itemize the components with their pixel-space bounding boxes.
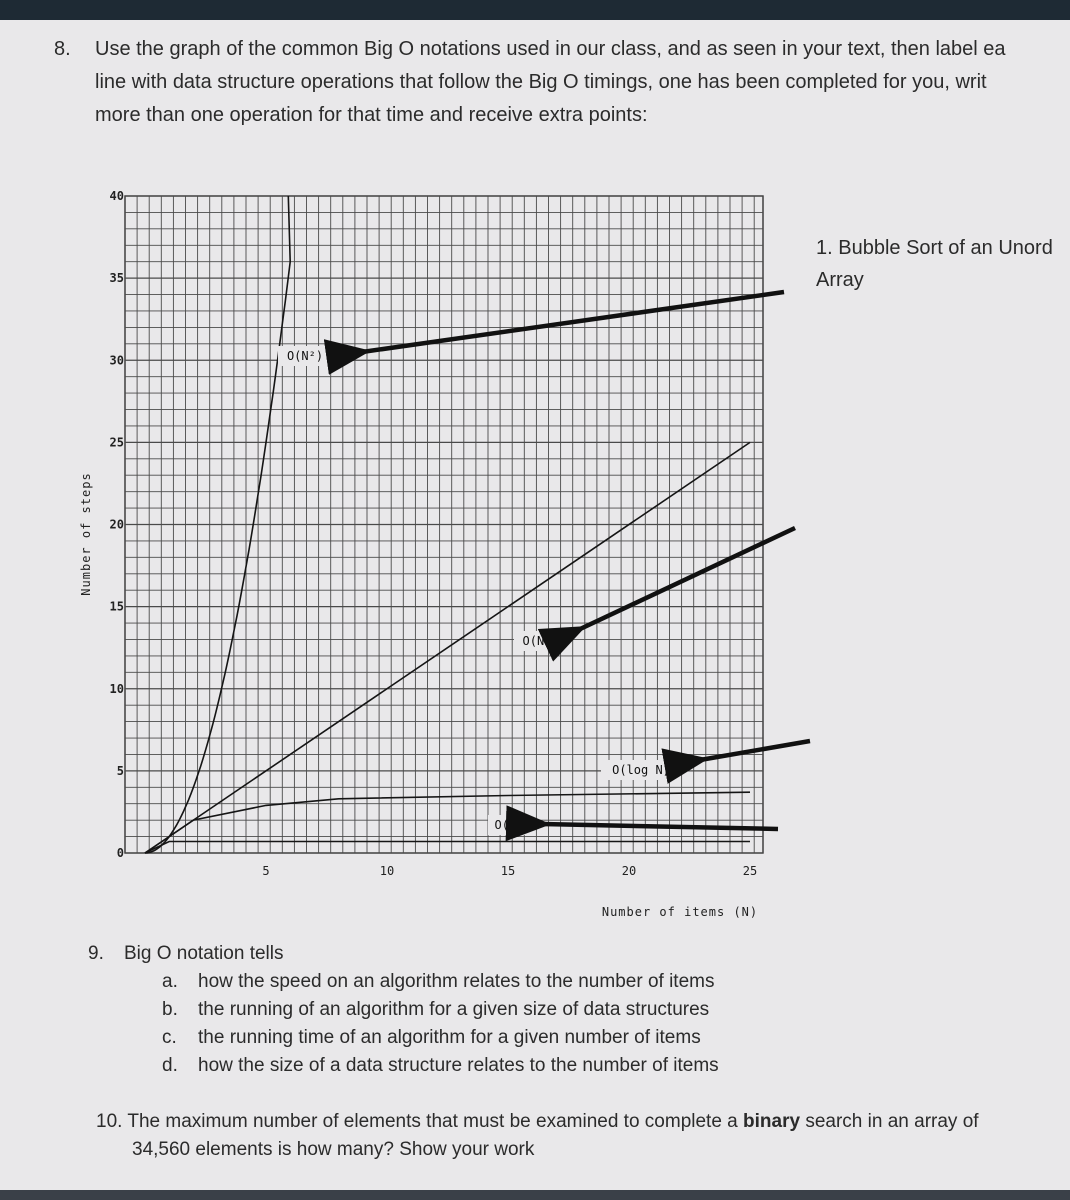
bottom-bezel [0,1190,1070,1200]
answer-label-line-1: 1. Bubble Sort of an Unord [816,237,1053,259]
chart-arrows [362,292,810,829]
option-letter: b. [162,999,178,1020]
y-tick-label: 5 [116,763,124,778]
series-line [145,842,750,854]
option-text: how the speed on an algorithm relates to the number of items [198,971,715,992]
y-tick-label: 25 [109,435,124,450]
question-10-bold-word: binary [743,1111,801,1132]
question-9-number: 9. [88,943,104,964]
series-label: O(N²) [286,349,324,363]
y-tick-label: 35 [109,271,124,286]
question-8-line-1: Use the graph of the common Big O notations used in our class, and as seen in your text, then label ea [95,38,1006,60]
option-letter: a. [162,971,178,992]
question-10-line-1 [96,1108,979,1136]
x-tick-label: 10 [379,864,395,878]
y-tick-label: 20 [109,517,124,532]
chart-grid [125,196,763,853]
question-10 [96,1108,979,1164]
question-10-text-a: 10. The maximum number of elements that must be examined to complete a [96,1111,744,1132]
y-tick-label: 40 [109,189,124,203]
series-line [145,442,750,853]
option-text: how the size of a data structure relates to the number of items [198,1055,719,1076]
x-tick-label: 15 [500,864,516,878]
series-line [145,792,750,853]
annotation-arrow [700,741,810,760]
annotation-arrow [542,824,778,829]
option-letter: c. [162,1027,177,1048]
series-label: O(log N) [612,763,670,777]
y-tick-label: 10 [109,681,124,696]
x-tick-label: 20 [621,864,637,878]
chart-y-axis-label: Number of steps [79,472,93,596]
question-10-text-b: search in an array of [800,1111,979,1132]
option-text: the running of an algorithm for a given size of data structures [198,999,710,1020]
answer-label-line-2: Array [816,269,864,291]
question-9-option-d [162,1052,719,1080]
y-tick-label: 15 [109,599,124,614]
question-9-option-a [162,968,714,996]
x-tick-label: 25 [742,864,758,878]
series-label: O(1) [494,818,524,832]
question-8-line-3: more than one operation for that time and receive extra points: [95,104,648,126]
x-tick-label: 5 [262,864,270,878]
y-tick-label: 0 [116,846,124,860]
chart-x-axis-label: Number of items (N) [601,905,759,919]
option-letter: d. [162,1055,178,1076]
series-label: O(N) [522,634,552,648]
y-tick-label: 30 [109,353,124,368]
question-10-line-2: 34,560 elements is how many? Show your work [132,1139,535,1160]
question-8-number: 8. [54,38,71,60]
option-text: the running time of an algorithm for a given number of items [198,1027,701,1048]
question-8-line-2: line with data structure operations that follow the Big O timings, one has been completed for you, writ [95,71,987,93]
question-9-option-b [162,996,709,1024]
question-9-prompt: Big O notation tells [124,943,284,964]
question-9-option-c [162,1024,701,1052]
